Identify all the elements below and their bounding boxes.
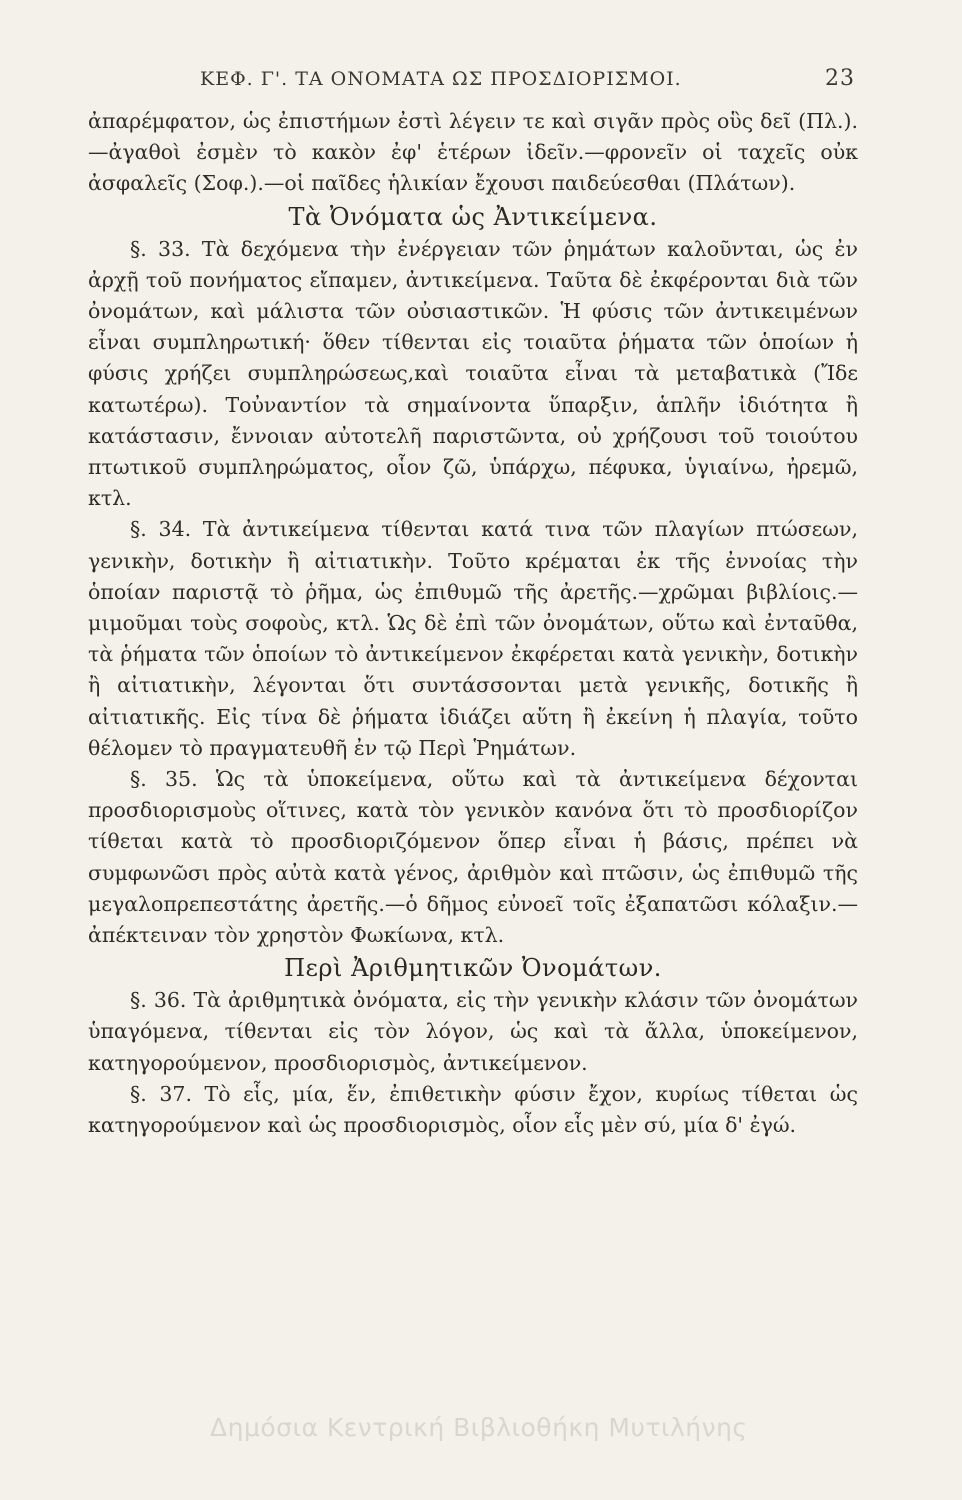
paragraph-section-34: §. 34. Τὰ ἀντικείμενα τίθενται κατά τινα τῶν πλαγίων πτώσεων, γενικὴν, δοτικὴν ἢ αἰτιατικὴν. Τοῦτο κρέμαται ἐκ τῆς ἐννοίας τὴν ὁποίαν παριστᾷ τὸ ῥῆμα, ὡς ἐπιθυμῶ τῆς ἀρετῆς.—χρῶμαι βιβλίοις.—μιμοῦμαι τοὺς σοφοὺς, κτλ. Ὡς δὲ ἐπὶ τῶν ὀνομάτων, οὕτω καὶ ἐνταῦθα, τὰ ῥήματα τῶν ὁποίων τὸ ἀντικείμενον ἐκφέρεται κατὰ γενικὴν, δοτικὴν ἢ αἰτιατικὴν, λέγονται ὅτι συντάσσονται μετὰ γενικῆς, δοτικῆς ἢ αἰτιατικῆς. Εἰς τίνα δὲ ῥήματα ἰδιάζει αὕτη ἢ ἐκείνη ἡ πλαγία, τοῦτο θέλομεν τὸ πραγματευθῆ ἐν τῷ Περὶ Ῥημάτων. (88, 517, 858, 760)
running-header (200, 62, 855, 96)
section-heading-numerals: Περὶ Ἀριθμητικῶν Ὀνομάτων. (284, 954, 662, 983)
running-title: ΚΕΦ. Γ'. ΤΑ ΟΝΟΜΑΤΑ ΩΣ ΠΡΟΣΔΙΟΡΙΣΜΟΙ. (200, 68, 682, 90)
section-heading-objects: Τὰ Ὀνόματα ὡς Ἀντικείμενα. (288, 202, 658, 231)
paragraph-section-35: §. 35. Ὡς τὰ ὑποκείμενα, οὕτω καὶ τὰ ἀντικείμενα δέχονται προσδιορισμοὺς οἵτινες, κατὰ τὸν γενικὸν κανόνα ὅτι τὸ προσδιορίζον τίθεται κατὰ τὸ προσδιοριζόμενον ὅπερ εἶναι ἡ βάσις, πρέπει νὰ συμφωνῶσι πρὸς αὐτὰ κατὰ γένος, ἀριθμὸν καὶ πτῶσιν, ὡς ἐπιθυμῶ τῆς μεγαλοπρεπεστάτης ἀρετῆς.—ὁ δῆμος εὐνοεῖ τοῖς ἐξαπατῶσι κόλαξιν.—ἀπέκτειναν τὸν χρηστὸν Φωκίωνα, κτλ. (88, 767, 858, 948)
paragraph-section-36: §. 36. Τὰ ἀριθμητικὰ ὀνόματα, εἰς τὴν γενικὴν κλάσιν τῶν ὀνομάτων ὑπαγόμενα, τίθενται εἰς τὸν λόγον, ὡς καὶ τὰ ἄλλα, ὑποκείμενον, κατηγορούμενον, προσδιορισμὸς, ἀντικείμενον. (88, 988, 858, 1075)
page-number: 23 (825, 66, 855, 91)
paragraph-section-33: §. 33. Τὰ δεχόμενα τὴν ἐνέργειαν τῶν ῥημάτων καλοῦνται, ὡς ἐν ἀρχῇ τοῦ πονήματος εἴπαμεν, ἀντικείμενα. Ταῦτα δὲ ἐκφέρονται διὰ τῶν ὀνομάτων, καὶ μάλιστα τῶν οὐσιαστικῶν. Ἡ φύσις τῶν ἀντικειμένων εἶναι συμπληρωτική· ὅθεν τίθενται εἰς τοιαῦτα ῥήματα τῶν ὁποίων ἡ φύσις χρήζει συμπληρώσεως,καὶ τοιαῦτα εἶναι τὰ μεταβατικὰ (Ἴδε κατωτέρω). Τοὐναντίον τὰ σημαίνοντα ὕπαρξιν, ἁπλῆν ἰδιότητα ἢ κατάστασιν, ἔννοιαν αὐτοτελῆ παριστῶντα, οὐ χρήζουσι τοῦ τοιούτου πτωτικοῦ συμπληρώματος, οἷον ζῶ, ὑπάρχω, πέφυκα, ὑγιαίνω, ἠρεμῶ, κτλ. (88, 236, 858, 511)
paragraph-continued: ἀπαρέμφατον, ὡς ἐπιστήμων ἐστὶ λέγειν τε καὶ σιγᾶν πρὸς οὓς δεῖ (Πλ.).—ἀγαθοὶ ἐσμὲν τὸ κακὸν ἐφ' ἑτέρων ἰδεῖν.—φρονεῖν οἱ ταχεῖς οὐκ ἀσφαλεῖς (Σοφ.).—οἱ παῖδες ἡλικίαν ἔχουσι παιδεύεσθαι (Πλάτων). (88, 109, 858, 196)
page-text (88, 106, 858, 1141)
paragraph-section-37: §. 37. Τὸ εἷς, μία, ἕν, ἐπιθετικὴν φύσιν ἔχον, κυρίως τίθεται ὡς κατηγορούμενον καὶ ὡς προσδιορισμὸς, οἷον εἷς μὲν σύ, μία δ' ἐγώ. (88, 1081, 858, 1138)
library-watermark: Δημόσια Κεντρική Βιβλιοθήκη Μυτιλήνης (210, 1413, 748, 1442)
